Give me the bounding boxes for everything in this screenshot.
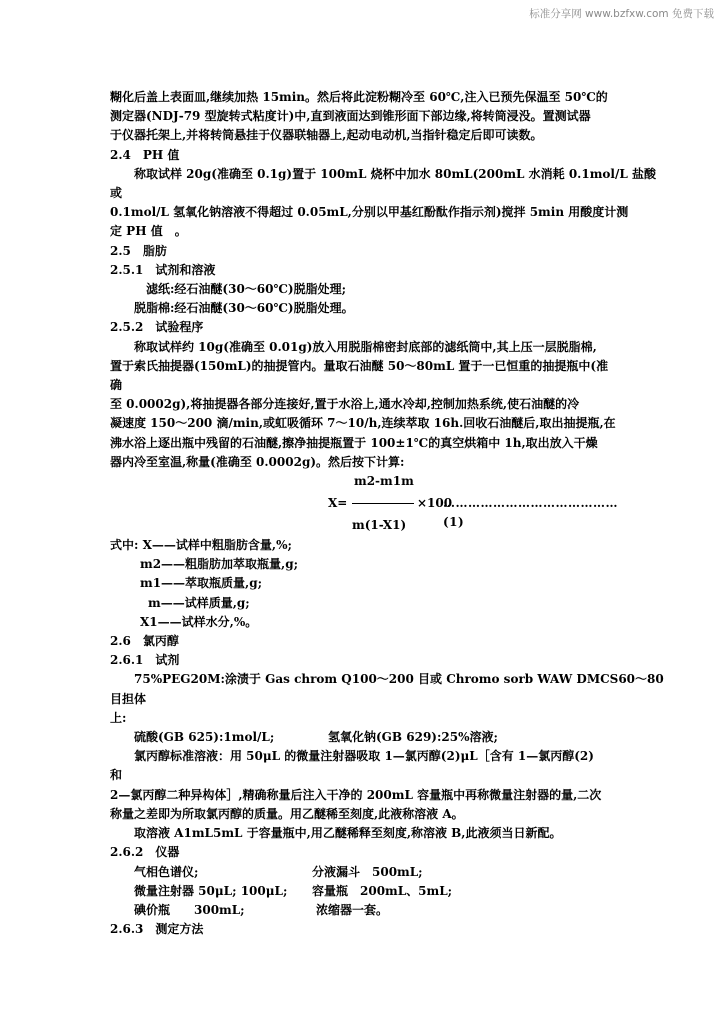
instrument-item: 微量注射器 50μL; 100μL; [134,883,288,898]
reagent-sulfuric-acid: 硫酸(GB 625):1mol/L; [134,730,275,745]
definition-line: m2——粗脂肪加萃取瓶量,g; [140,557,299,572]
paragraph-line: 和 [110,768,123,783]
paragraph-line: 确 [110,378,123,393]
instrument-item: 气相色谱仪; [134,864,199,879]
section-heading-2-5-2: 2.5.2 试验程序 [110,320,204,335]
paragraph-line: 测定器(NDJ-79 型旋转式粘度计)中,直到液面达到锥形面下部边缘,将转筒浸没。置测试器 [110,109,591,124]
paragraph-line: 取溶液 A1mL5mL 于容量瓶中,用乙醚稀释至刻度,称溶液 B,此液须当日新配。 [134,826,562,841]
paragraph-line: 定 PH 值 。 [110,224,187,239]
paragraph-line: 或 [110,186,123,201]
paragraph-line: 糊化后盖上表面皿,继续加热 15min。然后将此淀粉糊冷至 60℃,注入已预先保温至 50℃的 [110,90,608,104]
paragraph-line: 置于索氏抽提器(150mL)的抽提管内。量取石油醚 50～80mL 置于一已恒重的抽提瓶中(准 [110,358,609,373]
instrument-item: 容量瓶 200mL、5mL; [312,883,453,898]
formula-multiplier: ×100 [417,496,453,511]
paragraph-line: 于仪器托架上,并将转筒悬挂于仪器联轴器上,起动电动机,当指针稳定后即可读数。 [110,128,543,143]
section-heading-2-6-2: 2.6.2 仪器 [110,845,180,860]
definition-line: m——试样质量,g; [148,595,250,610]
section-heading-2-6-1: 2.6.1 试剂 [110,653,180,668]
paragraph-line: 上: [110,710,127,725]
paragraph-line: 至 0.0002g),将抽提器各部分连接好,置于水浴上,通水冷却,控制加热系统,使石油醚的冷 [110,397,580,412]
paragraph-line: 2—氯丙醇二种异构体］,精确称量后注入干净的 200mL 容量瓶中再称微量注射器的量,二次 [110,787,602,802]
section-heading-2-5: 2.5 脂肪 [110,243,167,258]
document-body [110,88,664,939]
paragraph-line: 75%PEG20M:涂渍于 Gas chrom Q100～200 目或 Chromo sorb WAW DMCS60～80 [134,672,664,687]
paragraph-line: 器内冷至室温,称量(准确至 0.0002g)。然后按下计算: [110,454,405,469]
paragraph-line: 沸水浴上逐出瓶中残留的石油醚,擦净抽提瓶置于 100±1℃的真空烘箱中 1h,取出放入干燥 [110,435,598,450]
paragraph-line: 目担体 [110,691,147,706]
paragraph-line: 氯丙醇标准溶液：用 50μL 的微量注射器吸取 1—氯丙醇(2)μL［含有 1—氯丙醇(2) [134,749,594,764]
watermark-text: 标准分享网 www.bzfxw.com 免费下载 [529,8,714,20]
reagents-row [110,728,618,747]
instrument-item: 浓缩器一套。 [316,902,389,917]
definition-line: m1——萃取瓶质量,g; [140,576,263,591]
section-heading-2-4: 2.4 PH 值 [110,147,180,162]
section-heading-2-5-1: 2.5.1 试剂和溶液 [110,262,216,277]
instrument-row [110,882,618,901]
fraction-bar [352,503,414,504]
formula-number: ……………………………………(1) [443,496,618,530]
instrument-item: 碘价瓶 300mL; [134,902,245,917]
formula-denominator: m(1-X1) [352,518,407,533]
instrument-row [110,863,618,882]
paragraph-line: 滤纸:经石油醚(30～60℃)脱脂处理; [146,282,346,297]
paragraph-line: 脱脂棉:经石油醚(30～60℃)脱脂处理。 [134,301,354,316]
formula-lhs: X= [328,496,348,511]
instrument-row [110,901,618,920]
paragraph-line: 凝速度 150～200 滴/min,或虹吸循环 7～10/h,连续萃取 16h.回收石油醚后,取出抽提瓶,在 [110,416,616,431]
paragraph-line: 0.1mol/L 氢氧化钠溶液不得超过 0.05mL,分别以甲基红酚酞作指示剂)搅拌 5min 用酸度计测 [110,205,629,220]
paragraph-line: 称量之差即为所取氯丙醇的质量。用乙醚稀至刻度,此液称溶液 A。 [110,806,464,821]
instrument-item: 分液漏斗 500mL; [312,864,423,879]
formula-numerator: m2-m1m [354,474,414,489]
section-heading-2-6: 2.6 氯丙醇 [110,634,179,649]
reagent-sodium-hydroxide: 氢氧化钠(GB 629):25%溶液; [328,730,498,745]
section-heading-2-6-3: 2.6.3 测定方法 [110,922,204,937]
definition-line: 式中: X——试样中粗脂肪含量,%; [110,538,292,553]
formula-1 [110,472,618,536]
definition-line: X1——试样水分,%。 [140,614,258,629]
paragraph-line: 称取试样约 10g(准确至 0.01g)放入用脱脂棉密封底部的滤纸筒中,其上压一层脱脂棉, [134,339,597,354]
paragraph-line: 称取试样 20g(准确至 0.1g)置于 100mL 烧杯中加水 80mL(200mL 水消耗 0.1mol/L 盐酸 [134,166,656,181]
